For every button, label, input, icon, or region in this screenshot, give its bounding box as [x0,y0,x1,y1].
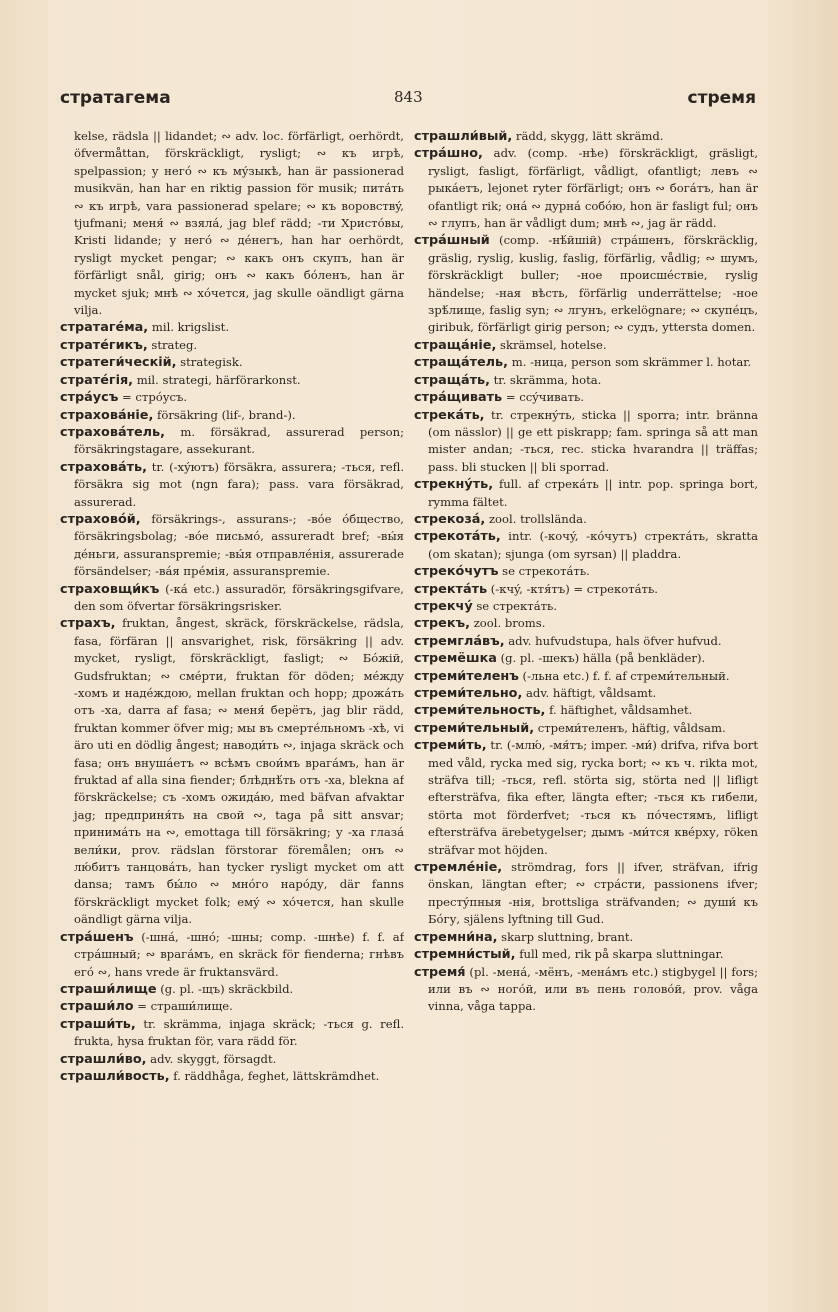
entry-definition: f. häftighet, våldsamhet. [545,703,693,718]
entry-definition: m. -ница, person som skrämmer l. hotar. [508,355,752,370]
entry-definition: f. räddhåga, feghet, lättskrämdhet. [169,1068,380,1083]
entry-definition: rädd, skygg, lätt skrämd. [512,129,664,143]
entry-headword: страховáтель, [60,424,165,440]
entry-headword: стратеги́ческій, [60,355,177,371]
entry-definition: se стрекотáть. [498,564,590,579]
entry-definition: strategisk. [176,355,243,370]
dictionary-entry [60,459,404,511]
dictionary-entry [60,981,404,998]
entry-headword: страшли́во, [60,1051,147,1067]
entry-headword: страши́лище [60,981,157,997]
entry-definition: fruktan, ångest, skräck, förskräckelse, rädsla, fasa, förfäran || ansvarighet, risk, försäkring || adv. mycket, rysligt, förskräckligt, fasligt; ∾ Бóжій, Gudsfruktan; ∾ смéрти, fruktan för döden; мéжду -хомъ и надéждою, mellan fruktan och hopp; дрожáть отъ -ха, darra af fasa; ∾ меня́ берётъ, jag blir rädd, fruktan kommer öfver mig; мы въ смертéльномъ -хѣ, vi äro uti en dödlig ångest; наводи́ть ∾, injaga skräck och fasa; онъ внушáетъ ∾ всѣмъ свои́мъ врагáмъ, han är fruktad af alla sina fiender; блѣднѣ́ть отъ -ха, blekna af förskräckelse; съ -хомъ ожидáю, med bäfvan afvaktar jag; предприня́ть на свой ∾, taga på sitt ansvar; принимáть на ∾, emottaga till försäkring; у -ха глазá вели́ки, prov. rädslan förstorar föremålen; онъ ∾ лю́битъ танцовáть, han tycker rysligt mycket om att dansa; тамъ бы́ло ∾ мнóго нарóду, där fanns förskräckligt mycket folk; емý ∾ хóчется, han skulle oändligt gärna vilja. [74,616,404,927]
entry-definition: m. försäkrad, assurerad person; försäkringstagare, assekurant. [74,424,404,457]
entry-definition: försäkring (lif-, brand-). [153,407,296,422]
dictionary-entry [60,511,404,581]
entry-definition: strateg. [147,337,198,352]
dictionary-entry [414,702,758,719]
entry-headword: стрекотáть, [414,529,501,545]
dictionary-entry [60,389,404,406]
dictionary-entry [60,1051,404,1068]
entry-definition: (g. pl. -шекъ) hälla (på benkläder). [496,651,706,666]
dictionary-entry [414,528,758,563]
dictionary-entry [414,372,758,389]
entry-headword: стреми́тельно, [414,686,523,701]
entry-definition: tr. (-хýютъ) försäkra, assurera; -ться, refl. försäkra sig mot (ngn fara); pass. vara försäkrad, assurerad. [74,459,404,509]
entry-headword: стращáтель, [414,355,509,371]
entry-headword: стрáщивать [414,390,503,406]
entry-definition: strömdrag, fors || ifver, sträfvan, ifrig önskan, längtan efter; ∾ стрáсти, passionens ifver; престýпныя -нія, brottsliga sträfvanden; ∾ души́ къ Бóгу, själens lyftning till Gud. [428,860,758,927]
entry-headword: страшли́вый, [414,129,513,144]
page-header [60,88,756,116]
dictionary-entry [60,581,404,616]
dictionary-entry [414,720,758,737]
entry-headword: стрекнýть, [414,477,494,493]
entry-definition: intr. (-кочý, -кóчутъ) стректáть, skratta (om skatan); sjunga (om syrsan) || pladdra. [428,529,758,561]
entry-headword: стратéгія, [60,372,134,388]
entry-headword: стремёшка [414,651,497,667]
dictionary-entry [414,511,758,528]
entry-definition: adv. (comp. -нѣе) förskräckligt, gräsligt, rysligt, fasligt, förfärligt, vådligt, ofantligt; левъ ∾ рыкáетъ, lejonet ryter förfärligt; онъ ∾ богáтъ, han är ofantligt rik; онá ∾ дурнá собóю, hon är fasligt ful; онъ ∾ глупъ, han är vådligt dum; мнѣ ∾, jag är rädd. [428,146,758,231]
dictionary-entry [414,598,758,615]
right-column [414,128,758,1248]
dictionary-entry [414,685,758,702]
entry-headword: стрáшенъ [60,929,134,945]
entry-headword: стрекчý [414,598,473,614]
dictionary-entry [60,354,404,371]
entry-definition: försäkrings-, assurans-; -вóе óбщество, försäkringsbolag; -вóе письмó, assureradt bref; -вы́я дéньги, assuranspremie; -вы́я отправлéнія, assurerade försändelser; -вáя прéмія, assuranspremie. [74,511,404,579]
dictionary-entry [414,407,758,477]
dictionary-entry [414,633,758,650]
dictionary-entry [414,964,758,1016]
entry-definition: adv. hufvudstupa, hals öfver hufvud. [504,633,722,648]
entry-definition: = ссýчивать. [502,390,585,405]
entry-definition: (-кчý, -ктя́тъ) = стрекотáть. [487,581,658,596]
dictionary-entry [60,319,404,336]
entry-definition: = стрóусъ. [118,390,188,405]
entry-headword: стремглáвъ, [414,633,505,649]
entry-headword: стреми́тельность, [414,703,546,719]
entry-headword: стрекозá, [414,511,486,527]
dictionary-entry [60,337,404,354]
entry-headword: страховщи́къ [60,581,160,597]
dictionary-entry [414,337,758,354]
entry-definition: se стректáть. [472,598,558,613]
dictionary-entry [414,650,758,667]
entry-definition: mil. strategi, härförarkonst. [133,372,301,387]
dictionary-entry [60,615,404,928]
dictionary-entry [60,424,404,459]
entry-headword: страховóй, [60,511,141,527]
entry-definition: (g. pl. -щъ) skräckbild. [156,981,294,996]
dictionary-entry [60,372,404,389]
dictionary-entry [60,1068,404,1085]
entry-definition: kelse, rädsla || lidandet; ∾ adv. loc. förfärligt, oerhördt, öfvermåttan, förskräckligt, rysligt; ∾ къ игрѣ, spelpassion; у негó ∾ къ мýзыкѣ, han är passionerad musikvän, han har en riktig passion för musik; питáть ∾ къ игрѣ, vara passionerad spelare; ∾ къ воровствý, tjufmani; меня́ ∾ взялá, jag blef rädd; -ти Христóвы, Kristi lidande; у негó ∾ дéнегъ, han har oerhördt, rysligt mycket pengar; ∾ какъ онъ скупъ, han är förfärligt snål, girig; онъ ∾ какъ бóленъ, han är mycket sjuk; мнѣ ∾ хóчется, jag skulle oändligt gärna vilja. [74,129,404,318]
entry-headword: стрáшно, [414,146,483,162]
dictionary-entry [414,929,758,946]
entry-headword: стремя́ [414,964,466,980]
entry-headword: стрекáть, [414,407,485,423]
entry-headword: стремни́стый, [414,947,516,963]
entry-headword: стректáть [414,581,488,597]
dictionary-entry [414,232,758,336]
dictionary-entry [414,668,758,685]
entry-definition: full med, rik på skarpa sluttningar. [515,947,724,962]
entry-headword: стрекъ, [414,616,471,632]
entry-headword: страховáть, [60,459,147,475]
entry-definition: (-льна etc.) f. f. af стреми́тельный. [518,668,730,683]
entry-definition: tr. skrämma, injaga skräck; -ться g. refl. frukta, hysa fruktan för, vara rädd för. [74,1016,404,1049]
left-column [60,128,404,1248]
dictionary-entry [414,737,758,859]
entry-headword: стремни́на, [414,929,498,945]
entry-headword: страшли́вость, [60,1068,170,1084]
entry-headword: страховáніе, [60,407,154,423]
dictionary-entry [414,615,758,632]
entry-headword: стреми́тельный, [414,720,535,736]
entry-definition: tr. стрекнýть, sticka || sporra; intr. bränna (om nässlor) || ge ett piskrapp; fam. springa så att man mister andan; -ться, rec. sticka hvarandra || träffas; pass. bli stucken || bli sporrad. [428,407,758,474]
entry-definition: (pl. -менá, -мёнъ, -менáмъ etc.) stigbygel || fors; или въ ∾ ногóй, или въ пень головóй, prov. våga vinna, våga tappa. [428,964,758,1014]
entry-headword: стрáусъ [60,390,119,406]
dictionary-entry [414,946,758,963]
entry-headword: стреми́ть, [414,738,487,754]
dictionary-entry [60,407,404,424]
header-last-word: стремя [687,88,756,108]
entry-headword: стратéгикъ, [60,337,148,353]
entry-definition: skarp sluttning, brant. [497,929,634,944]
dictionary-entry [60,1016,404,1051]
dictionary-entry [60,128,404,319]
entry-headword: стрекóчутъ [414,564,499,580]
entry-definition: skrämsel, hotelse. [496,337,607,352]
dictionary-entry [414,476,758,511]
dictionary-entry [414,563,758,580]
dictionary-entry [414,354,758,371]
dictionary-entry [414,859,758,929]
entry-headword: страхъ, [60,616,116,632]
entry-headword: страши́ть, [60,1016,136,1032]
dictionary-entry [414,145,758,232]
page-number: 843 [394,88,423,106]
entry-definition: tr. skrämma, hota. [489,372,602,387]
dictionary-entry [60,929,404,981]
entry-headword: стращáніе, [414,337,497,353]
entry-definition: full. af стрекáть || intr. pop. springa bort, rymma fältet. [428,477,758,509]
entry-headword: стремлéніе, [414,860,503,876]
entry-headword: стрáшный [414,233,490,249]
entry-definition: (-кá etc.) assuradör, försäkringsgifvare, den som öfvertar försäkringsrisker. [74,581,404,613]
entry-definition: стреми́теленъ, häftig, våldsam. [534,720,726,735]
entry-definition: tr. (-млю́, -мя́тъ; imper. -ми́) drifva, rifva bort med våld, rycka med sig, rycka bort; ∾ къ ч. rikta mot, sträfva till; -ться, refl. störta sig, störta ned || lifligt eftersträfva, fika efter, längta efter; -ться къ гибели, störta mot förderfvet; -ться къ пóчестямъ, lifligt eftersträfva ärebetygelser; дымъ -ми́тся квéрху, röken sträfvar mot höjden. [428,738,758,857]
dictionary-entry [414,581,758,598]
entry-headword: страши́ло [60,999,134,1015]
entry-definition: (comp. -нѣ́йшій) стрáшенъ, förskräcklig, gräslig, ryslig, kuslig, faslig, förfärlig, vådlig; ∾ шумъ, förskräckligt buller; -ное происшéствіе, ryslig händelse; -ная вѣсть, förfärlig underrättelse; -ное зрѣ́лище, faslig syn; ∾ лгунъ, erkelögnare; ∾ скупéцъ, giribuk, förfärligt girig person; ∾ судъ, yttersta domen. [428,233,758,335]
entry-definition: = страши́лище. [133,999,233,1014]
entry-definition: mil. krigslist. [148,320,230,335]
entry-definition: zool. trollslända. [485,511,587,526]
entry-definition: zool. broms. [470,616,546,631]
entry-definition: adv. häftigt, våldsamt. [522,686,657,700]
entry-headword: стращáть, [414,372,490,388]
entry-headword: стреми́теленъ [414,668,519,684]
entry-headword: стратагéма, [60,320,149,336]
dictionary-entry [414,389,758,406]
header-first-word: стратагема [60,88,171,108]
dictionary-entry [60,998,404,1015]
entry-definition: (-шнá, -шнó; -шны; comp. -шнѣе) f. f. af стрáшный; ∾ врагáмъ, en skräck för fienderna; гнѣвъ егó ∾, hans vrede är fruktansvärd. [74,929,404,979]
entry-definition: adv. skyggt, försagdt. [146,1051,277,1066]
dictionary-entry [414,128,758,145]
